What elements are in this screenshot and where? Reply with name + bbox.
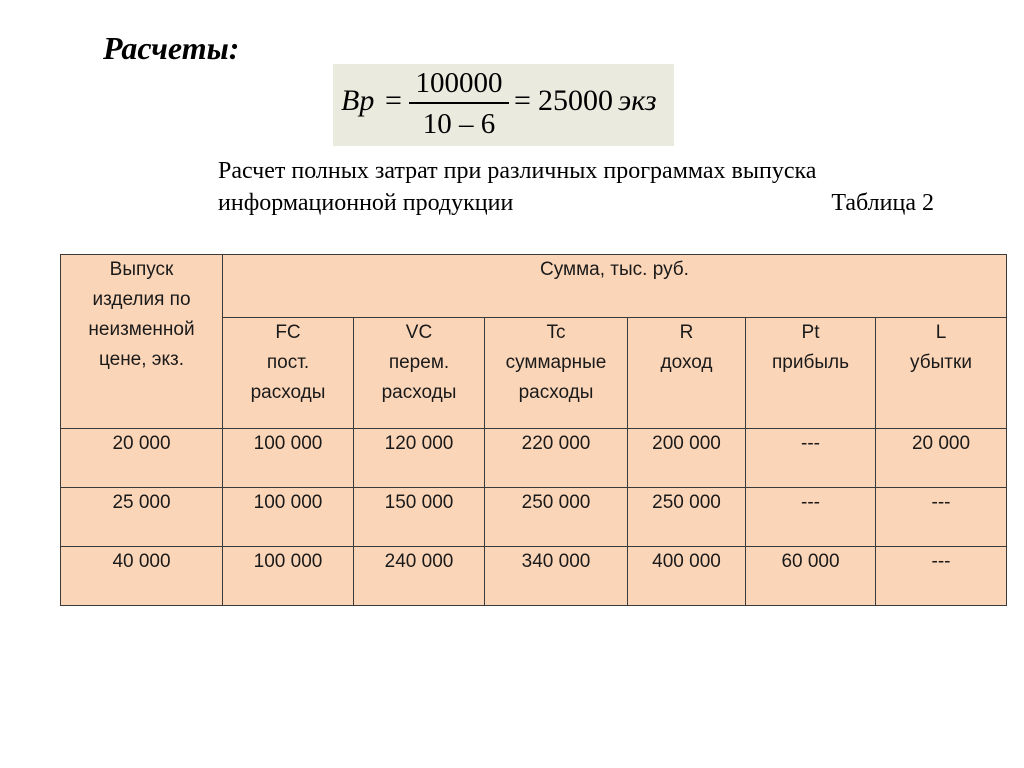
table-cell: 100 000 — [223, 488, 354, 547]
header-text: R — [679, 322, 694, 344]
fraction-bar — [409, 102, 509, 104]
formula-result: 25000 — [538, 84, 613, 117]
header-text: доход — [660, 352, 713, 374]
table-cell: 20 000 — [61, 429, 223, 488]
table-label: Таблица 2 — [831, 190, 934, 216]
table-header-row — [61, 255, 1007, 318]
header-text: изделия по — [92, 289, 191, 310]
table-cell: 100 000 — [223, 547, 354, 606]
caption-line — [218, 187, 934, 219]
formula-denominator: 10 – 6 — [422, 108, 496, 140]
header-fc — [223, 318, 354, 429]
table-cell: 150 000 — [354, 488, 485, 547]
header-output-volume — [61, 255, 223, 429]
caption-text: информационной продукции — [218, 190, 514, 216]
table-row — [61, 488, 1007, 547]
header-text: перем. — [388, 352, 450, 374]
header-text: прибыль — [772, 352, 849, 374]
formula-lhs: Вр — [341, 84, 375, 117]
formula-equals: = — [385, 84, 402, 117]
header-text: FC — [275, 322, 301, 344]
header-text: Pt — [801, 322, 820, 344]
header-text: суммарные — [505, 352, 607, 374]
table-caption — [218, 155, 934, 219]
formula-fraction — [409, 66, 509, 142]
table-cell: 200 000 — [628, 429, 746, 488]
caption-line: Расчет полных затрат при различных программах выпуска — [218, 158, 817, 184]
table-cell: 250 000 — [628, 488, 746, 547]
table-row — [61, 429, 1007, 488]
formula-box — [333, 64, 674, 146]
header-tc — [485, 318, 628, 429]
cost-table — [60, 254, 1007, 606]
header-vc — [354, 318, 485, 429]
header-text: убытки — [910, 352, 972, 374]
header-text: цене, экз. — [98, 349, 185, 370]
table-cell: --- — [876, 547, 1007, 606]
table-cell: 20 000 — [876, 429, 1007, 488]
header-text: Tc — [546, 322, 566, 344]
table-row — [61, 547, 1007, 606]
table-cell: 120 000 — [354, 429, 485, 488]
header-sum-group: Сумма, тыс. руб. — [223, 255, 1007, 318]
header-l — [876, 318, 1007, 429]
header-text: Выпуск — [109, 259, 174, 280]
header-text: расходы — [381, 382, 457, 404]
header-text: расходы — [518, 382, 594, 404]
header-text: пост. — [266, 352, 310, 374]
header-text: VC — [405, 322, 433, 344]
table-cell: 250 000 — [485, 488, 628, 547]
header-pt — [746, 318, 876, 429]
table-cell: 240 000 — [354, 547, 485, 606]
table-cell: 100 000 — [223, 429, 354, 488]
table-cell: 220 000 — [485, 429, 628, 488]
header-text: расходы — [250, 382, 326, 404]
table-cell: 25 000 — [61, 488, 223, 547]
table-cell: --- — [746, 429, 876, 488]
table-cell: --- — [746, 488, 876, 547]
header-r — [628, 318, 746, 429]
table-cell: --- — [876, 488, 1007, 547]
formula-numerator: 100000 — [415, 67, 503, 99]
page-title: Расчеты: — [103, 30, 240, 66]
formula-equals: = — [514, 84, 531, 117]
header-text: L — [935, 322, 947, 344]
formula-unit: экз — [618, 84, 657, 117]
table-cell: 40 000 — [61, 547, 223, 606]
header-text: неизменной — [88, 319, 195, 340]
table-cell: 400 000 — [628, 547, 746, 606]
table-cell: 340 000 — [485, 547, 628, 606]
table-cell: 60 000 — [746, 547, 876, 606]
